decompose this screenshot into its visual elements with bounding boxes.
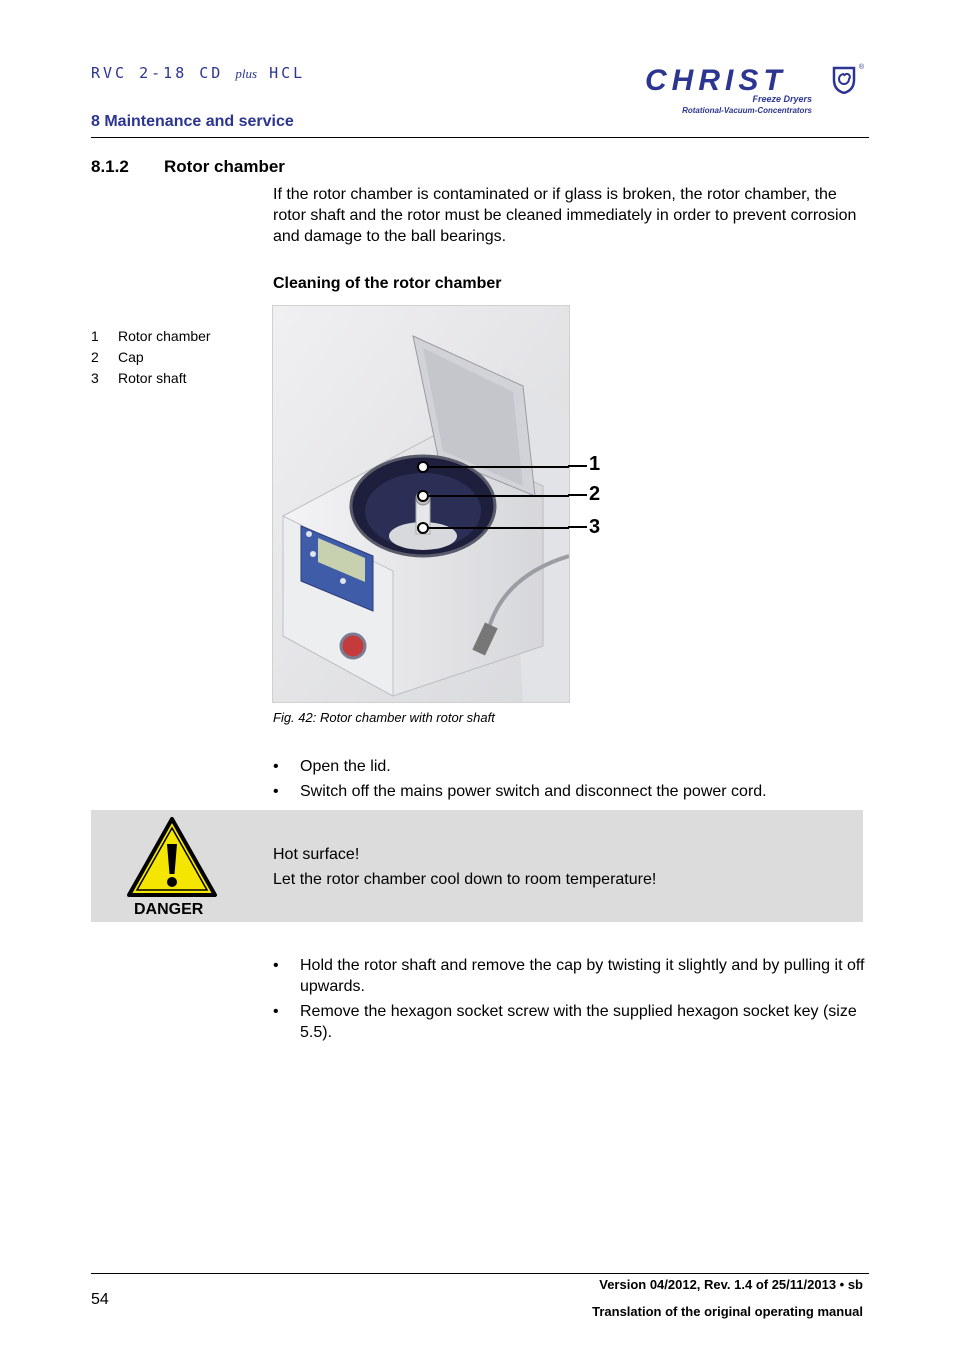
logo-line1: Freeze Dryers bbox=[752, 94, 812, 104]
list-item: • Remove the hexagon socket screw with the supplied hexagon socket key (size 5.5). bbox=[273, 1003, 857, 1041]
footer-version: Version 04/2012, Rev. 1.4 of 25/11/2013 • sb bbox=[599, 1277, 863, 1292]
callout-2: 2 bbox=[589, 483, 601, 505]
intro-paragraph: If the rotor chamber is contaminated or if glass is broken, the rotor chamber, the rotor shaft and the rotor must be cleaned immediately in order to prevent corrosion and damage to the ball bearings. bbox=[273, 186, 857, 245]
christ-shield-icon bbox=[832, 66, 856, 94]
callout-line-ext bbox=[568, 465, 587, 467]
danger-label: DANGER bbox=[134, 901, 204, 918]
list-item: • Open the lid. bbox=[273, 758, 391, 775]
warning-triangle-icon bbox=[126, 816, 218, 898]
christ-logo bbox=[640, 62, 868, 122]
rotor-chamber-photo bbox=[272, 305, 570, 703]
legend-item: 1 Rotor chamber bbox=[91, 328, 211, 344]
rotor-chamber-illustration bbox=[273, 306, 569, 702]
callout-line-ext bbox=[568, 494, 587, 496]
model-name: RVC 2-18 CD bbox=[91, 64, 224, 82]
section-number: 8.1.2 bbox=[91, 157, 129, 176]
subheading: Cleaning of the rotor chamber bbox=[273, 275, 502, 292]
list-item: • Hold the rotor shaft and remove the cap by twisting it slightly and by pulling it off upwards. bbox=[273, 957, 865, 995]
legend-item: 2 Cap bbox=[91, 349, 144, 365]
header-section-title: 8 Maintenance and service bbox=[91, 113, 294, 130]
logo-registered: ® bbox=[858, 64, 864, 71]
steps-list-1 bbox=[273, 756, 868, 806]
callout-3: 3 bbox=[589, 516, 601, 538]
footer-rule bbox=[91, 1273, 869, 1274]
section-title: Rotor chamber bbox=[164, 157, 285, 176]
logo-brand: CHRIST bbox=[645, 64, 787, 97]
header-rule bbox=[91, 137, 869, 138]
legend-item: 3 Rotor shaft bbox=[91, 370, 187, 386]
callout-line-ext bbox=[568, 526, 587, 528]
figure-legend bbox=[91, 326, 211, 389]
model-suffix: HCL bbox=[269, 64, 306, 82]
figure-caption: Fig. 42: Rotor chamber with rotor shaft bbox=[273, 710, 495, 725]
callout-1: 1 bbox=[589, 453, 601, 475]
list-item: • Switch off the mains power switch and disconnect the power cord. bbox=[273, 783, 767, 800]
page-number: 54 bbox=[91, 1291, 109, 1308]
header-model bbox=[91, 64, 305, 82]
danger-text: Hot surface! Let the rotor chamber cool down to room temperature! bbox=[273, 846, 657, 888]
steps-list-2 bbox=[273, 955, 868, 1047]
footer-translation: Translation of the original operating manual bbox=[592, 1304, 863, 1319]
logo-line2: Rotational-Vacuum-Concentrators bbox=[682, 106, 812, 115]
model-plus: plus bbox=[235, 66, 258, 81]
